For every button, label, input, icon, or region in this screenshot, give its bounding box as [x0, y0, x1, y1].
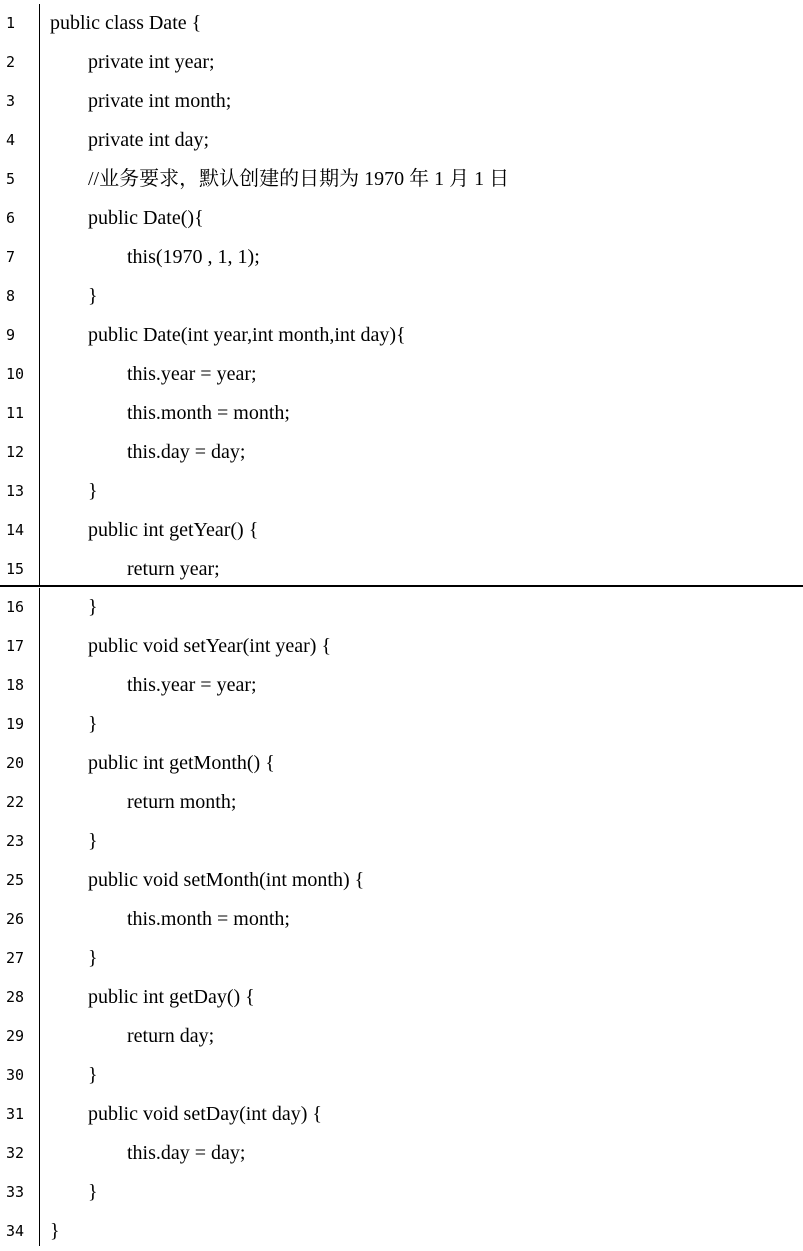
- code-line: [0, 238, 803, 277]
- line-number: 9: [6, 326, 16, 344]
- code-text: public void setMonth(int month) {: [88, 869, 365, 891]
- line-number: 29: [6, 1027, 25, 1045]
- code-line: [0, 1134, 803, 1173]
- code-text: }: [50, 1220, 60, 1242]
- code-text: public Date(){: [88, 207, 204, 229]
- line-number: 12: [6, 443, 25, 461]
- line-number: 8: [6, 287, 16, 305]
- code-text: }: [88, 1064, 98, 1086]
- line-number: 22: [6, 793, 25, 811]
- code-text: public Date(int year,int month,int day){: [88, 324, 406, 346]
- code-line: [0, 861, 803, 900]
- code-line: [0, 355, 803, 394]
- line-number: 17: [6, 637, 25, 655]
- line-number: 16: [6, 598, 25, 616]
- code-line: [0, 277, 803, 316]
- line-number: 28: [6, 988, 25, 1006]
- code-text: }: [88, 830, 98, 852]
- line-number: 25: [6, 871, 25, 889]
- code-text: this.month = month;: [127, 402, 290, 424]
- code-line: [0, 4, 803, 43]
- code-line: [0, 472, 803, 511]
- code-line: [0, 1173, 803, 1212]
- code-text: public int getYear() {: [88, 519, 259, 541]
- code-text: }: [88, 285, 98, 307]
- code-line: [0, 550, 803, 589]
- line-number: 33: [6, 1183, 25, 1201]
- code-line: [0, 316, 803, 355]
- code-line: [0, 588, 803, 627]
- code-text: this.day = day;: [127, 1142, 246, 1164]
- code-line: [0, 744, 803, 783]
- line-number: 1: [6, 14, 16, 32]
- line-number: 32: [6, 1144, 25, 1162]
- code-comment: //业务要求，默认创建的日期为 1970 年 1 月 1 日: [88, 168, 510, 190]
- code-line: [0, 121, 803, 160]
- code-line: [0, 394, 803, 433]
- code-line: [0, 627, 803, 666]
- code-line: [0, 43, 803, 82]
- code-line: [0, 822, 803, 861]
- line-number: 13: [6, 482, 25, 500]
- line-number: 10: [6, 365, 25, 383]
- code-text: public int getDay() {: [88, 986, 255, 1008]
- code-text: }: [88, 947, 98, 969]
- code-text: }: [88, 1181, 98, 1203]
- code-text: public class Date {: [50, 12, 202, 34]
- code-line: [0, 1017, 803, 1056]
- code-text: return year;: [127, 558, 220, 580]
- code-line: [0, 160, 803, 199]
- code-line: [0, 199, 803, 238]
- line-number: 2: [6, 53, 16, 71]
- line-number: 19: [6, 715, 25, 733]
- line-number: 34: [6, 1222, 25, 1240]
- code-text: public void setYear(int year) {: [88, 635, 332, 657]
- code-line: [0, 1212, 803, 1251]
- code-line: [0, 666, 803, 705]
- line-number: 3: [6, 92, 16, 110]
- code-line: [0, 1095, 803, 1134]
- code-text: public void setDay(int day) {: [88, 1103, 322, 1125]
- code-line: [0, 433, 803, 472]
- code-text: }: [88, 596, 98, 618]
- code-line: [0, 939, 803, 978]
- line-number: 4: [6, 131, 16, 149]
- line-number: 30: [6, 1066, 25, 1084]
- code-text: return month;: [127, 791, 237, 813]
- code-text: private int month;: [88, 90, 232, 112]
- code-text: private int day;: [88, 129, 210, 151]
- code-text: this.year = year;: [127, 674, 257, 696]
- line-number: 5: [6, 170, 16, 188]
- line-number: 31: [6, 1105, 25, 1123]
- code-text: this.year = year;: [127, 363, 257, 385]
- code-text: this(1970 , 1, 1);: [127, 246, 260, 268]
- code-line: [0, 783, 803, 822]
- code-line: [0, 511, 803, 550]
- line-number: 27: [6, 949, 25, 967]
- line-number: 15: [6, 560, 25, 578]
- code-text: return day;: [127, 1025, 215, 1047]
- code-line: [0, 705, 803, 744]
- code-text: }: [88, 480, 98, 502]
- line-number: 14: [6, 521, 25, 539]
- code-text: private int year;: [88, 51, 215, 73]
- code-text: public int getMonth() {: [88, 752, 275, 774]
- code-text: }: [88, 713, 98, 735]
- code-line: [0, 1056, 803, 1095]
- code-text: this.month = month;: [127, 908, 290, 930]
- code-line: [0, 900, 803, 939]
- line-number: 26: [6, 910, 25, 928]
- code-line: [0, 82, 803, 121]
- line-number: 11: [6, 404, 25, 422]
- line-number: 18: [6, 676, 25, 694]
- code-text: this.day = day;: [127, 441, 246, 463]
- line-number: 7: [6, 248, 16, 266]
- line-number: 23: [6, 832, 25, 850]
- line-number: 6: [6, 209, 16, 227]
- code-line: [0, 978, 803, 1017]
- line-number: 20: [6, 754, 25, 772]
